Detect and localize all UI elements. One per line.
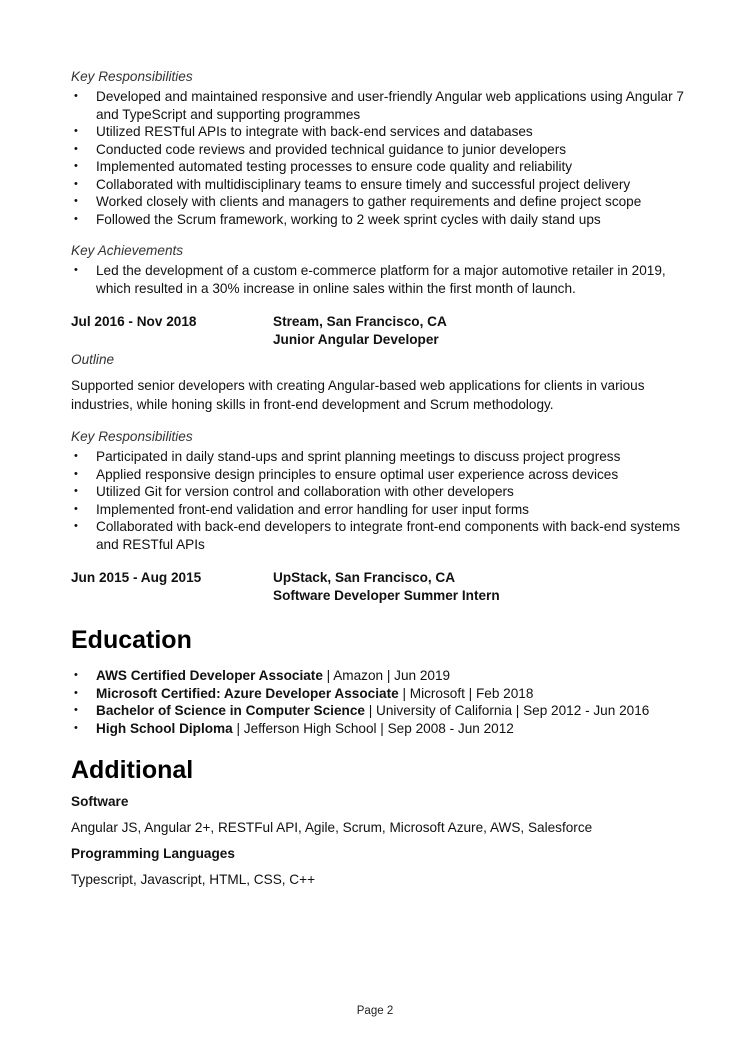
list-item: • Applied responsive design principles to ensure optimal user experience across devices [74,466,619,482]
list-item: • Utilized Git for version control and collaboration with other developers [74,484,514,499]
job1-responsibilities-list [71,88,691,228]
bullet-icon: • [74,704,78,716]
software-label: Software [71,794,129,809]
job2-outline: Supported senior developers with creating Angular-based web applications for clients in various industries, while honing skills in front-end development and Scrum methodology. [71,378,645,412]
job2-responsibilities-heading: Key Responsibilities [71,429,193,444]
job3-company: UpStack, San Francisco, CA [273,570,456,585]
software-value: Angular JS, Angular 2+, RESTFul API, Agile, Scrum, Microsoft Azure, AWS, Salesforce [71,820,593,835]
additional-heading: Additional [71,756,194,784]
bullet-icon: • [74,686,78,699]
bullet-icon: • [74,177,78,190]
bullet-icon: • [74,264,78,276]
job2-header [71,313,691,349]
bullet-icon: • [74,485,78,497]
bullet-icon: • [74,90,78,102]
list-item: • Participated in daily stand-ups and sprint planning meetings to discuss project progress [74,449,621,464]
list-item: • Microsoft Certified: Azure Developer Associate | Microsoft | Feb 2018 [74,685,534,701]
programming-languages-value: Typescript, Javascript, HTML, CSS, C++ [71,872,316,887]
job3-header [71,569,691,605]
job3-title: Software Developer Summer Intern [273,588,500,603]
list-item: • Worked closely with clients and managers to gather requirements and define project scope [74,194,642,209]
page-number: Page 2 [356,1005,394,1017]
list-item: • Collaborated with back-end developers to integrate front-end components with back-end systems and RESTful APIs [74,519,681,552]
list-item: • AWS Certified Developer Associate | Amazon | Jun 2019 [74,668,451,683]
list-item: • Implemented automated testing processes to ensure code quality and reliability [74,159,573,174]
education-heading: Education [71,626,192,654]
programming-languages-label: Programming Languages [71,846,235,861]
list-item: • Collaborated with multidisciplinary teams to ensure timely and successful project delivery [74,176,631,192]
list-item: • Utilized RESTful APIs to integrate with back-end services and databases [74,124,533,139]
bullet-icon: • [74,721,78,734]
bullet-icon: • [74,502,78,515]
list-item: • Implemented front-end validation and error handling for user input forms [74,501,529,517]
job1-responsibilities-heading: Key Responsibilities [71,69,193,84]
job1-achievements-list [71,262,691,297]
job3-dates: Jun 2015 - Aug 2015 [71,570,202,585]
job2-company: Stream, San Francisco, CA [273,314,447,329]
bullet-icon: • [74,195,78,207]
bullet-icon: • [74,212,78,225]
resume-page-2 [71,68,691,889]
bullet-icon: • [74,450,78,462]
education-list [71,667,691,737]
bullet-icon: • [74,669,78,681]
bullet-icon: • [74,142,78,155]
bullet-icon: • [74,467,78,480]
job2-responsibilities-list [71,448,691,553]
bullet-icon: • [74,520,78,532]
list-item: • Conducted code reviews and provided technical guidance to junior developers [74,141,567,157]
list-item: • High School Diploma | Jefferson High School | Sep 2008 - Jun 2012 [74,720,514,736]
list-item: • Followed the Scrum framework, working to 2 week sprint cycles with daily stand ups [74,211,601,227]
list-item: • Led the development of a custom e-commerce platform for a major automotive retailer in 2019, which resulted in a 30% increase in online sales within the first month of launch. [74,263,666,296]
list-item: • Developed and maintained responsive and user-friendly Angular web applications using Angular 7 and TypeScript and supporting programmes [74,89,684,122]
job2-dates: Jul 2016 - Nov 2018 [71,314,197,329]
bullet-icon: • [74,160,78,172]
list-item: • Bachelor of Science in Computer Science | University of California | Sep 2012 - Jun 2016 [74,703,650,718]
job2-title: Junior Angular Developer [273,332,439,347]
job2-outline-heading: Outline [71,352,115,367]
bullet-icon: • [74,125,78,137]
job1-achievements-heading: Key Achievements [71,243,184,258]
